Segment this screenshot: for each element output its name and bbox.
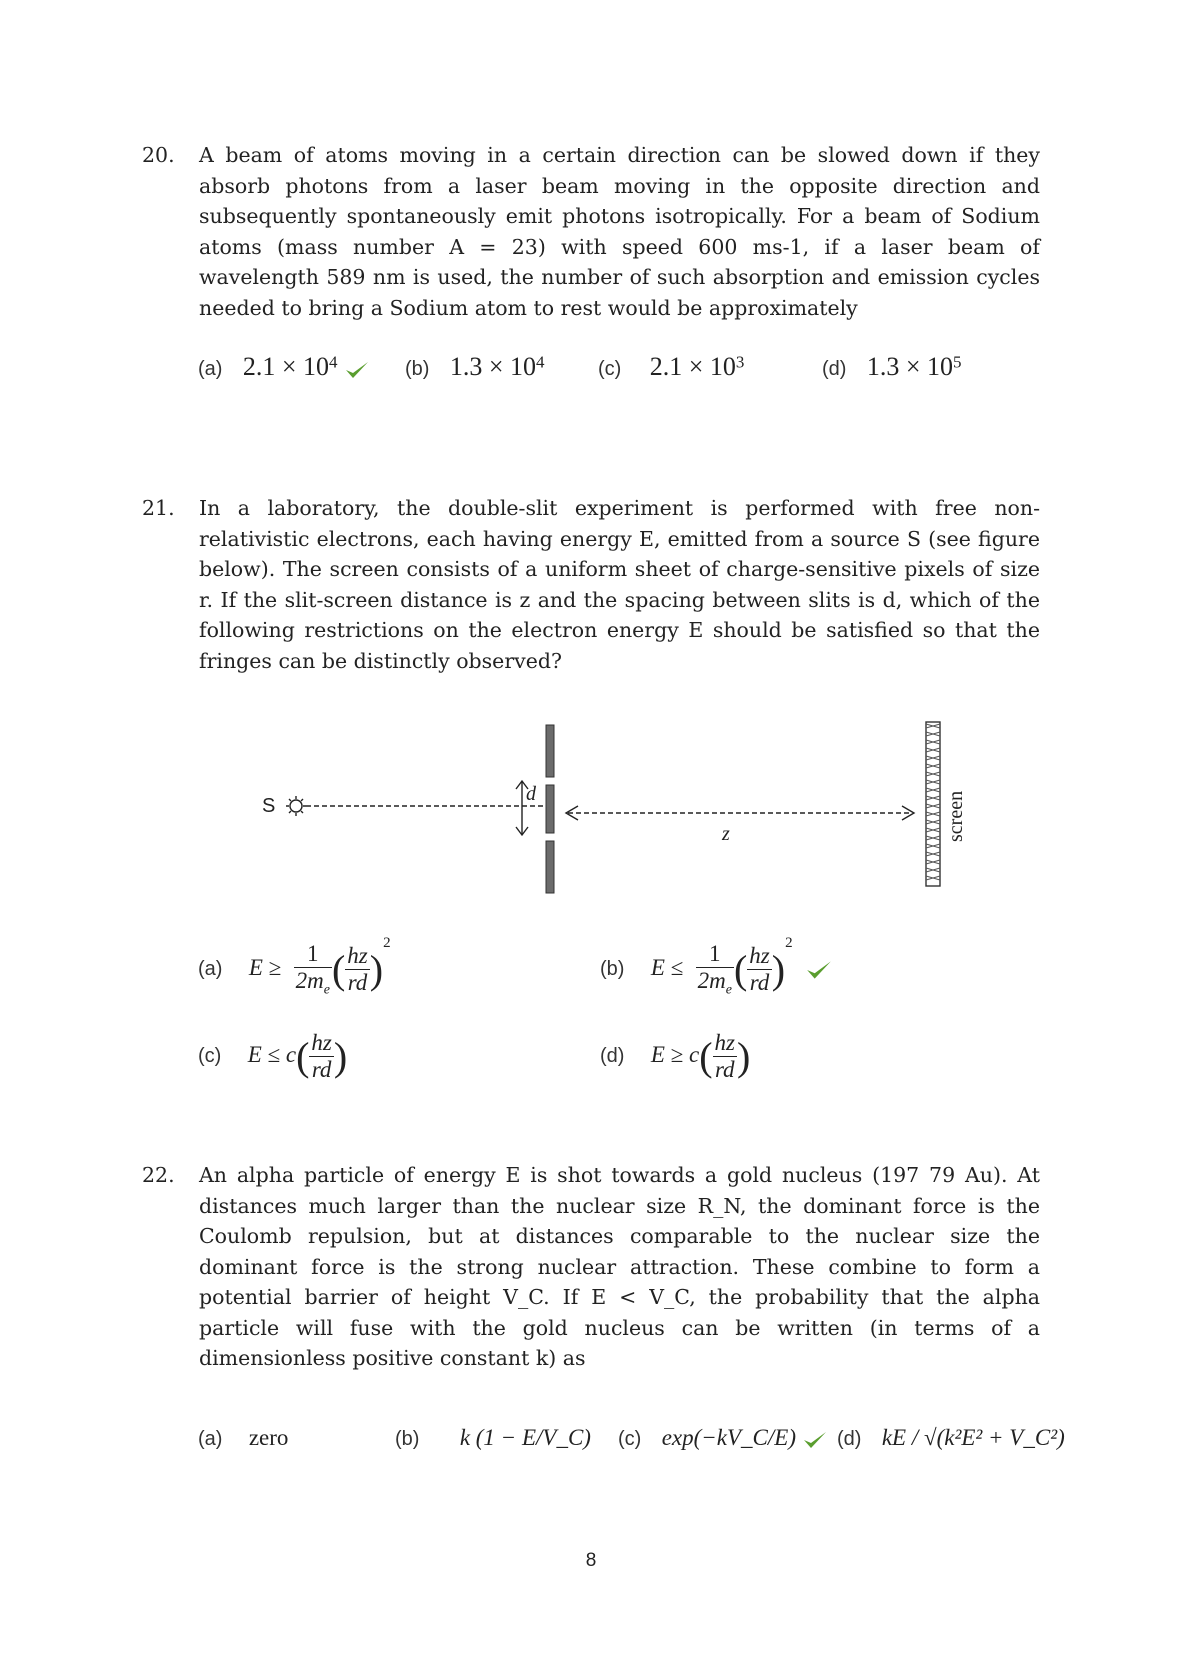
option-relation: E ≥ [248,955,282,980]
question-text: An alpha particle of energy E is shot towards a gold nucleus (197 79 Au). At distances much larger than the nuclear size R_N, the dominant force is the Coulomb repulsion, but at distances comparable to the nuclear size the dominant force is the strong nuclear attraction. These combine to form a potential barrier of height V_C. If E < V_C, the probability that the alpha particle will fuse with the gold nucleus can be written (in terms of a dimensionless positive constant k) as [199,1163,1040,1370]
option-label: (c) [198,1045,222,1067]
option-relation: E ≤ [650,955,684,980]
distance-label: z [722,823,730,845]
coefficient-fraction: $\frac{1}{2m_e}$ [295,940,330,998]
option-value: 1.3 × 10 [449,352,536,381]
source-label: S [262,795,276,817]
coefficient-fraction: $\frac{1}{2m_e}$ [697,940,732,998]
q22-option-c[interactable] [618,1425,828,1451]
slit-barrier-top [546,725,554,777]
option-label: (b) [405,358,430,380]
q20-option-a[interactable] [198,352,370,382]
q21-option-c[interactable]: (c) E ≤ c( $\frac{hz}{rd}$ ) [198,1030,348,1082]
q20-option-d[interactable] [822,352,961,382]
option-exponent: 4 [328,352,338,372]
option-value: 2.1 × 10 [242,352,329,381]
option-relation: E ≥ c [650,1042,700,1067]
option-label: (c) [598,358,622,380]
option-exponent: 3 [735,352,745,372]
option-label: (a) [198,1428,223,1450]
option-label: (d) [837,1428,862,1450]
screen-label: screen [945,790,967,842]
option-value: zero [248,1425,289,1450]
option-value: 1.3 × 10 [866,352,953,381]
option-exponent: 4 [535,352,545,372]
slit-barrier-bottom [546,841,554,893]
option-label: (b) [395,1428,420,1450]
ratio-fraction: $\frac{hz}{rd}$ [311,1030,332,1082]
option-value: k (1 − E/V_C) [459,1425,591,1450]
check-icon [802,1429,828,1451]
option-exponent: 5 [952,352,962,372]
question-text: In a laboratory, the double-slit experiment is performed with free non-relativistic electrons, each having energy E, emitted from a source S (see figure below). The screen consists of a uniform sheet of charge-sensitive pixels of size r. If the slit-screen distance is z and the spacing between slits is d, which of the following restrictions on the electron energy E should be satisfied so that the fringes can be distinctly observed? [199,496,1040,673]
slit-barrier-middle [546,785,554,833]
option-label: (c) [618,1428,642,1450]
option-label: (a) [198,958,223,980]
option-label: (a) [198,358,223,380]
q22-option-b[interactable] [395,1425,591,1451]
option-value: kE / √(k²E² + V_C²) [881,1425,1065,1450]
option-label: (d) [600,1045,625,1067]
question-number: 21. [142,496,175,520]
ratio-fraction: $\frac{hz}{rd}$ [714,1030,735,1082]
page-number: 8 [585,1550,597,1571]
ratio-fraction: $\frac{hz}{rd}$ [347,943,368,995]
q22-option-d[interactable] [837,1425,1065,1451]
question-number: 22. [142,1163,175,1187]
q20-option-b[interactable] [405,352,544,382]
option-value: exp(−kV_C/E) [661,1425,796,1450]
q21-option-b[interactable]: (b) E ≤ $\frac{1}{2m_e}$ ( $\frac{hz}{rd}$ )$^2$ [600,935,833,998]
option-label: (b) [600,958,625,980]
source-icon [286,796,306,816]
q20-option-c[interactable] [598,352,744,382]
double-slit-figure [0,720,1182,920]
question-number: 20. [142,143,175,167]
option-label: (d) [822,358,847,380]
option-value: 2.1 × 10 [649,352,736,381]
option-relation: E ≤ c [247,1042,297,1067]
ratio-fraction: $\frac{hz}{rd}$ [749,943,770,995]
q22-option-a[interactable] [198,1425,288,1451]
question-text: A beam of atoms moving in a certain direction can be slowed down if they absorb photons from a laser beam moving in the opposite direction and subsequently spontaneously emit photons isotropically. For a beam of Sodium atoms (mass number A = 23) with speed 600 ms-1, if a laser beam of wavelength 589 nm is used, the number of such absorption and emission cycles needed to bring a Sodium atom to rest would be approximately [199,143,1040,320]
slit-spacing-label: d [526,783,536,805]
q21-option-a[interactable]: (a) E ≥ $\frac{1}{2m_e}$ ( $\frac{hz}{rd}$ )$^2$ [198,935,391,998]
screen-rect [926,722,940,886]
check-icon [344,359,370,381]
check-icon [805,958,833,982]
q21-option-d[interactable]: (d) E ≥ c( $\frac{hz}{rd}$ ) [600,1030,751,1082]
